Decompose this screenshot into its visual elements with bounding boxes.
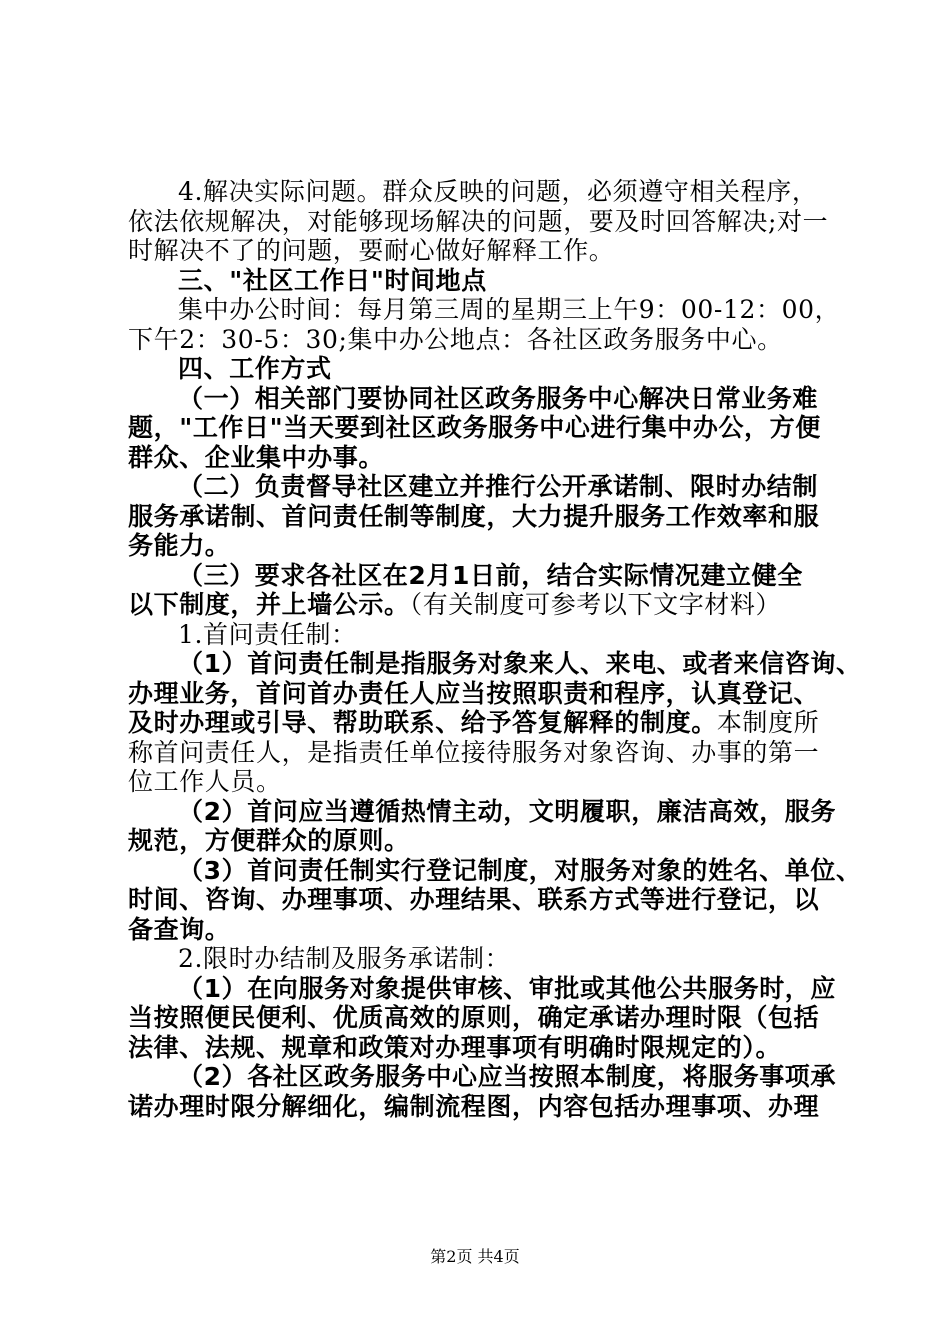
regular-segment: （有关制度可参考以下文字材料） [409,590,782,619]
paragraph-line: 诺办理时限分解细化，编制流程图，内容包括办理事项、办理 [128,1091,820,1121]
document-body [128,177,862,1121]
paragraph-line: 务能力。 [128,531,231,560]
paragraph-line: 时解决不了的问题，要耐心做好解释工作。 [128,236,615,265]
regular-segment: 本制度所 [716,708,820,737]
paragraph-line: 位工作人员。 [128,767,282,796]
paragraph-line: （1）首问责任制是指服务对象来人、来电、或者来信咨询、 [178,649,862,678]
paragraph-line: 法律、法规、规章和政策对办理事项有明确时限规定的）。 [128,1032,782,1062]
paragraph-line: （二）负责督导社区建立并推行公开承诺制、限时办结制 [178,472,819,501]
paragraph-line: 依法依规解决，对能够现场解决的问题，要及时回答解决;对一 [128,206,829,236]
paragraph-line: 群众、企业集中办事。 [128,442,385,472]
paragraph-line: （2）首问应当遵循热情主动，文明履职，廉洁高效，服务 [178,796,836,826]
paragraph-line: 4.解决实际问题。群众反映的问题，必须遵守相关程序， [178,177,818,206]
paragraph-line: 四、工作方式 [178,354,332,383]
bold-segment: 以下制度，并上墙公示。 [128,590,410,619]
paragraph-line: 集中办公时间：每月第三周的星期三上午9：00-12：00， [178,295,841,324]
paragraph-line: 备查询。 [128,914,231,944]
paragraph-line: 时间、咨询、办理事项、办理结果、联系方式等进行登记，以 [128,885,820,914]
paragraph-line: 1.首问责任制： [178,619,357,649]
paragraph-line: 下午2：30-5：30;集中办公地点：各社区政务服务中心。 [128,324,783,354]
bold-segment: 及时办理或引导、帮助联系、给予答复解释的制度。 [128,708,717,737]
page-number-footer: 第2页 共4页 [430,1247,520,1266]
paragraph-line [128,590,838,620]
paragraph-line: （一）相关部门要协同社区政务服务中心解决日常业务难 [178,383,819,413]
paragraph-line: （三）要求各社区在2月1日前，结合实际情况建立健全 [178,560,803,590]
paragraph-line: （2）各社区政务服务中心应当按照本制度，将服务事项承 [178,1062,836,1091]
paragraph-line: 称首问责任人，是指责任单位接待服务对象咨询、办事的第一 [128,737,820,767]
paragraph-line: 2.限时办结制及服务承诺制： [178,944,511,973]
paragraph-line: （1）在向服务对象提供审核、审批或其他公共服务时，应 [178,973,836,1003]
paragraph-line: 办理业务，首问首办责任人应当按照职责和程序，认真登记、 [128,678,820,708]
paragraph-line: 服务承诺制、首问责任制等制度，大力提升服务工作效率和服 [128,501,820,531]
paragraph-line: 题，"工作日"当天要到社区政务服务中心进行集中办公，方便 [128,413,821,442]
paragraph-line: 当按照便民便利、优质高效的原则，确定承诺办理时限（包括 [128,1003,820,1032]
paragraph-line: 规范，方便群众的原则。 [128,826,410,855]
paragraph-line: 三、"社区工作日"时间地点 [178,265,487,295]
paragraph-line: （3）首问责任制实行登记制度，对服务对象的姓名、单位、 [178,855,862,885]
paragraph-line [128,708,838,738]
